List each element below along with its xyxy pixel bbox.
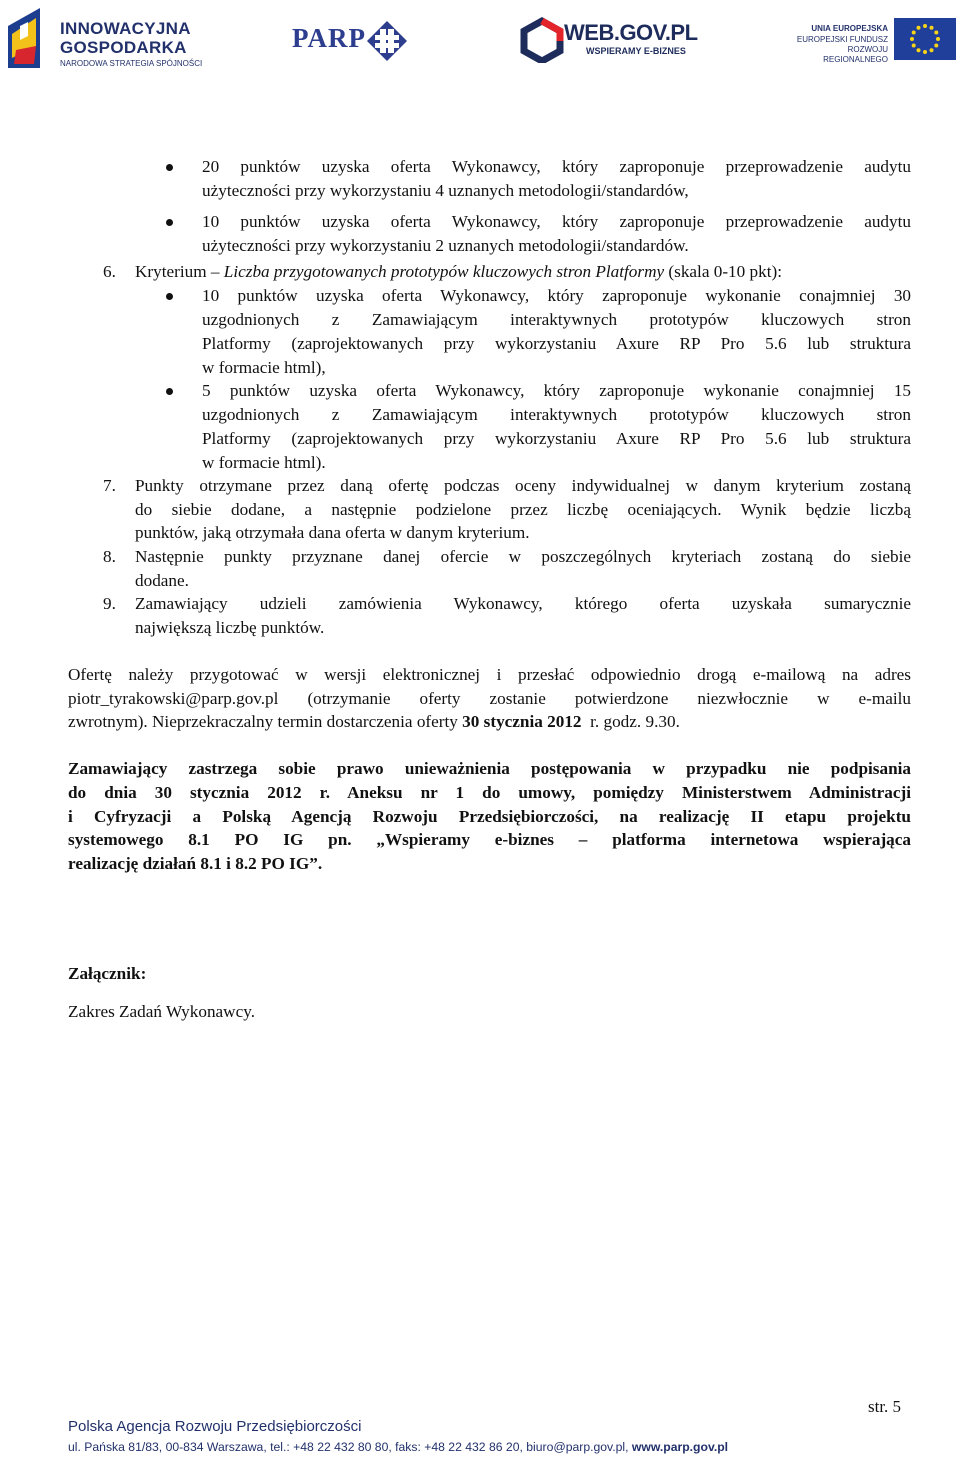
attachment-heading: Załącznik: <box>68 964 147 983</box>
parp-wordmark: PARP <box>292 23 366 53</box>
notice-line: i Cyfryzacji a Polską Agencją Rozwoju Przedsiębiorczości, na realizację II etapu projektu <box>68 807 911 826</box>
web-gov-pl-emblem-icon <box>520 17 564 63</box>
bullet-text: 5 punktów uzyska oferta Wykonawcy, który zaproponuje wykonanie conajmniej 15 <box>202 381 911 400</box>
offer-paragraph-line: Ofertę należy przygotować w wersji elektronicznej i przesłać odpowiednio drogą e-mailową na adres <box>68 665 911 684</box>
criterion-title: Liczba przygotowanych prototypów kluczowych stron Platformy <box>223 262 665 281</box>
list-number: 8. <box>103 547 116 566</box>
innowacyjna-gospodarka-logo <box>6 6 206 72</box>
criterion-heading <box>135 260 782 284</box>
bullet-text: uzgodnionych z Zamawiającym interaktywnych prototypów kluczowych stron <box>202 310 911 329</box>
bullet-text: Platformy (zaprojektowanych przy wykorzystaniu Axure RP Pro 5.6 lub struktura <box>202 429 911 448</box>
bullet-text: użyteczności przy wykorzystaniu 2 uznanych metodologii/standardów. <box>202 236 689 255</box>
list-item-text: dodane. <box>135 571 189 590</box>
bullet-text: Platformy (zaprojektowanych przy wykorzystaniu Axure RP Pro 5.6 lub struktura <box>202 334 911 353</box>
bullet-text: użyteczności przy wykorzystaniu 4 uznanych metodologii/standardów, <box>202 181 689 200</box>
list-item-text: do siebie dodane, a następnie podzielone przez liczbę oceniających. Wynik będzie liczbą <box>135 500 911 519</box>
bullet-dot <box>166 219 173 226</box>
ig-line3: NARODOWA STRATEGIA SPÓJNOŚCI <box>60 59 203 68</box>
list-item-text: Następnie punkty przyznane danej ofercie w poszczególnych kryteriach zostaną do siebie <box>135 547 911 566</box>
notice-line: realizację działań 8.1 i 8.2 PO IG”. <box>68 854 323 873</box>
bullet-text: w formacie html), <box>202 358 326 377</box>
notice-line: systemowego 8.1 PO IG pn. „Wspieramy e-biznes – platforma internetowa wspierająca <box>68 830 911 849</box>
parp-logo <box>292 20 412 62</box>
notice-line: do dnia 30 stycznia 2012 r. Aneksu nr 1 do umowy, pomiędzy Ministerstwem Administracji <box>68 783 911 802</box>
page-number: str. 5 <box>868 1397 902 1416</box>
web-gov-pl-logo <box>520 17 698 63</box>
bullet-text: uzgodnionych z Zamawiającym interaktywnych prototypów kluczowych stron <box>202 405 911 424</box>
ig-line2: GOSPODARKA <box>60 38 187 57</box>
list-number: 6. <box>103 262 116 281</box>
footer-contact: ul. Pańska 81/83, 00-834 Warszawa, tel.: +48 22 432 80 80, faks: +48 22 432 86 20, biuro@parp.gov.pl, <box>68 1440 632 1454</box>
bullet-text: 10 punktów uzyska oferta Wykonawcy, który zaproponuje przeprowadzenie audytu <box>202 212 911 231</box>
web-gov-title: WEB.GOV.PL <box>564 20 698 45</box>
eu-line3: ROZWOJU REGIONALNEGO <box>823 45 888 64</box>
footer-address <box>68 1440 728 1454</box>
footer-website-link[interactable]: www.parp.gov.pl <box>631 1440 729 1454</box>
eu-line2: EUROPEJSKI FUNDUSZ <box>796 35 888 44</box>
parp-emblem-icon <box>366 20 408 62</box>
list-item-text: Zamawiający udzieli zamówienia Wykonawcy, którego oferta uzyskała sumarycznie <box>135 594 911 613</box>
innowacyjna-gospodarka-emblem-icon <box>6 6 48 70</box>
bullet-dot <box>166 388 173 395</box>
criterion-scale: (skala 0-10 pkt): <box>664 262 783 281</box>
footer-agency-name: Polska Agencja Rozwoju Przedsiębiorczości <box>68 1418 362 1435</box>
list-item-text: Punkty otrzymane przez daną ofertę podczas oceny indywidualnej w danym kryterium zostaną <box>135 476 911 495</box>
eu-fund-logo <box>786 18 956 62</box>
notice-line: Zamawiający zastrzega sobie prawo unieważnienia postępowania w przypadku nie podpisania <box>68 759 911 778</box>
bullet-text: 10 punktów uzyska oferta Wykonawcy, który zaproponuje wykonanie conajmniej 30 <box>202 286 911 305</box>
list-number: 9. <box>103 594 116 613</box>
list-number: 7. <box>103 476 116 495</box>
bullet-dot <box>166 164 173 171</box>
bullet-text: w formacie html). <box>202 453 326 472</box>
web-gov-subtitle: WSPIERAMY E-BIZNES <box>586 46 686 56</box>
offer-paragraph-line: piotr_tyrakowski@parp.gov.pl (otrzymanie oferty zostanie potwierdzone niezwłocznie w e-mailu <box>68 689 911 708</box>
deadline-date: 30 stycznia 2012 <box>462 712 582 731</box>
list-item-text: punktów, jaką otrzymała dana oferta w danym kryterium. <box>135 523 530 542</box>
eu-flag-icon <box>894 18 956 60</box>
ig-line1: INNOWACYJNA <box>60 19 191 38</box>
eu-line1: UNIA EUROPEJSKA <box>811 24 888 33</box>
offer-paragraph-line <box>68 710 680 734</box>
bullet-dot <box>166 293 173 300</box>
bullet-text: 20 punktów uzyska oferta Wykonawcy, który zaproponuje przeprowadzenie audytu <box>202 157 911 176</box>
attachment-text: Zakres Zadań Wykonawcy. <box>68 1002 255 1021</box>
deadline-time: r. godz. 9.30. <box>581 712 680 731</box>
list-item-text: największą liczbę punktów. <box>135 618 325 637</box>
deadline-prefix: zwrotnym). Nieprzekraczalny termin dostarczenia oferty <box>68 712 463 731</box>
page-header <box>0 0 960 80</box>
criterion-prefix: Kryterium – <box>135 262 224 281</box>
